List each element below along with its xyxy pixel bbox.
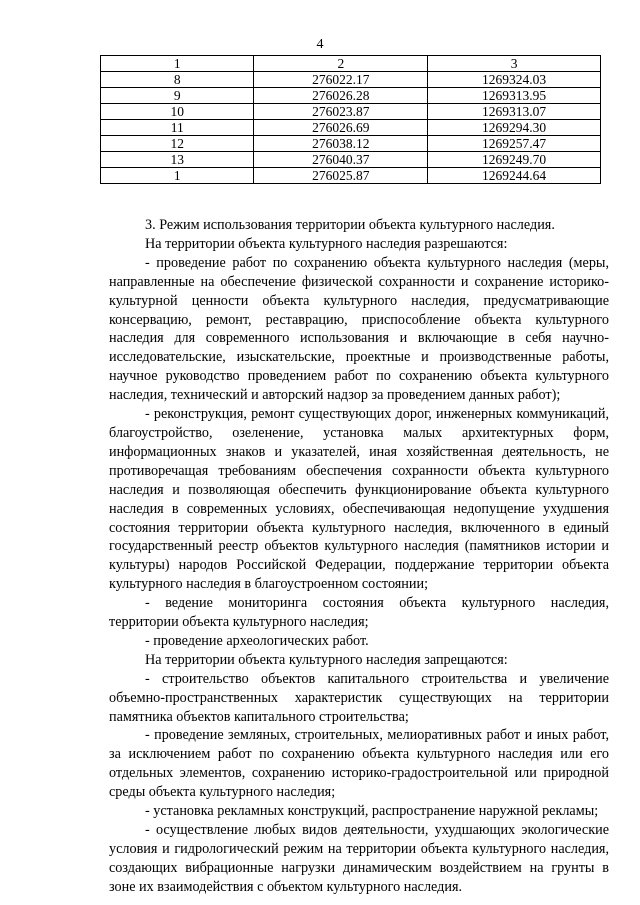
table-cell: 276022.17 xyxy=(254,72,428,88)
table-cell: 276038.12 xyxy=(254,136,428,152)
table-cell: 276023.87 xyxy=(254,104,428,120)
table-row xyxy=(101,88,601,104)
table-cell: 9 xyxy=(101,88,254,104)
table-row xyxy=(101,152,601,168)
table-cell: 1269313.95 xyxy=(428,88,601,104)
prohibited-intro: На территории объекта культурного наследия запрещаются: xyxy=(145,651,508,668)
table-row xyxy=(101,72,601,88)
table-cell: 1269294.30 xyxy=(428,120,601,136)
table-cell: 1 xyxy=(101,168,254,184)
paragraph: - реконструкция, ремонт существующих дорог, инженерных коммуникаций, благоустройство, озеленение, установка малых архитектурных форм, информационных знаков и указателей, иная хозяйственная деятельность, не противоречащая требованиям обеспечения сохранности объекта культурного наследия и позволяющая обеспечить функционирование объекта культурного наследия в современных условиях, обеспечивающая недопущение ухудшения состояния территории объекта культурного наследия, включенного в единый государственный реестр объектов культурного наследия (памятников истории и культуры) народов Российской Федерации, поддержание территории объекта культурного наследия в благоустроенном состоянии; xyxy=(109,406,609,593)
table-cell: 276040.37 xyxy=(254,152,428,168)
paragraph: - ведение мониторинга состояния объекта культурного наследия, территории объекта культурного наследия; xyxy=(109,595,609,631)
table-cell: 10 xyxy=(101,104,254,120)
table-row xyxy=(101,104,601,120)
table-row xyxy=(101,168,601,184)
table-cell: 1269313.07 xyxy=(428,104,601,120)
permitted-intro: На территории объекта культурного наследия разрешаются: xyxy=(145,235,508,252)
document-body xyxy=(109,216,609,897)
table-cell: 13 xyxy=(101,152,254,168)
table-row xyxy=(101,120,601,136)
table-cell: 11 xyxy=(101,120,254,136)
paragraph: - проведение археологических работ. xyxy=(145,632,369,649)
paragraph: - проведение работ по сохранению объекта культурного наследия (меры, направленные на обеспечение физической сохранности и сохранение историко-культурной ценности объекта культурного наследия, предусматривающие консервацию, ремонт, реставрацию, приспособление объекта культурного наследия для современного использования и включающие в себя научно-исследовательские, изыскательские, проектные и производственные работы, научное руководство проведением работ по сохранению объекта культурного наследия, технический и авторский надзор за проведением данных работ); xyxy=(109,254,609,404)
table-header-row xyxy=(101,56,601,72)
table-cell: 1269324.03 xyxy=(428,72,601,88)
page-number: 4 xyxy=(316,37,324,52)
paragraph: - установка рекламных конструкций, распространение наружной рекламы; xyxy=(145,803,599,820)
table-cell: 1269249.70 xyxy=(428,152,601,168)
section-heading: 3. Режим использования территории объекта культурного наследия. xyxy=(145,217,555,233)
table-cell: 276026.28 xyxy=(254,88,428,104)
paragraph: - проведение земляных, строительных, мелиоративных работ и иных работ, за исключением работ по сохранению объекта культурного наследия или его отдельных элементов, сохранению историко-градостроительной или природной среды объекта культурного наследия; xyxy=(109,727,609,801)
table-cell: 276025.87 xyxy=(254,168,428,184)
table-row xyxy=(101,136,601,152)
table-cell: 276026.69 xyxy=(254,120,428,136)
table-cell: 1269244.64 xyxy=(428,168,601,184)
table-header-cell: 1 xyxy=(101,56,254,72)
table-cell: 12 xyxy=(101,136,254,152)
paragraph: - осуществление любых видов деятельности, ухудшающих экологические условия и гидрологический режим на территории объекта культурного наследия, создающих вибрационные нагрузки динамическим воздействием на грунты в зоне их взаимодействия с объектом культурного наследия. xyxy=(109,822,609,895)
coordinates-table xyxy=(100,55,601,184)
table-header-cell: 3 xyxy=(428,56,601,72)
table-header-cell: 2 xyxy=(254,56,428,72)
table-cell: 8 xyxy=(101,72,254,88)
table-cell: 1269257.47 xyxy=(428,136,601,152)
paragraph: - строительство объектов капитального строительства и увеличение объемно-пространственных характеристик существующих на территории памятника объектов капитального строительства; xyxy=(109,670,609,725)
